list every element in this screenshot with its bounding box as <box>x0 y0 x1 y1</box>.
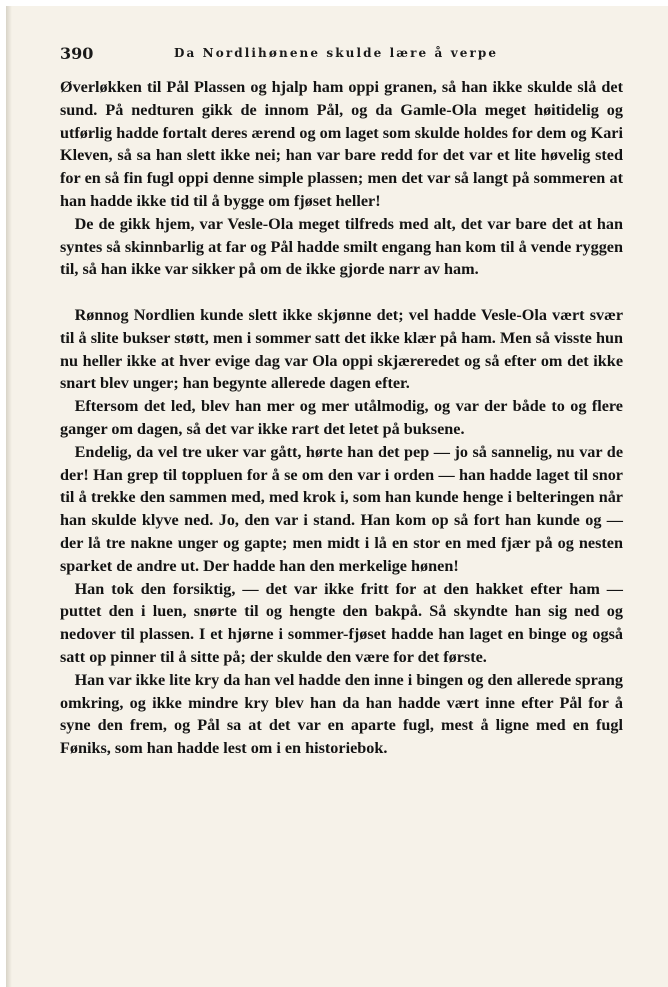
paragraph: Rønnog Nordlien kunde slett ikke skjønne det; vel hadde Vesle-Ola vært svær til å slite bukser støtt, men i sommer satt det ikke klær på ham. Men så visste hun nu heller ikke at hver evige dag var Ola oppi skjæreredet og så efter om det ikke snart blev unger; han begynte allerede dagen efter. <box>60 305 623 393</box>
scan-border-top <box>0 0 668 6</box>
paragraph: Øverløkken til Pål Plassen og hjalp ham oppi granen, så han ikke skulde slå det sund. På nedturen gikk de innom Pål, og da Gamle-Ola meget høitidelig og utførlig hadde fortalt deres ærend og om laget som skulde holdes for dem og Kari Kleven, så sa han slett ikke nei; han var bare redd for det var et lite høvelig sted for en så fin fugl oppi denne simple plassen; men det var så langt på sommeren at han hadde ikke tid til å bygge om fjøset heller! <box>60 78 623 210</box>
page-number: 390 <box>60 44 94 63</box>
paragraph: Han var ikke lite kry da han vel hadde den inne i bingen og den allerede sprang omkring, og ikke mindre kry blev han da han hadde vært inne efter Pål for å syne den frem, og Pål sa at det var en aparte fugl, mest å ligne med en fugl Føniks, som han hadde lest om i en historiebok. <box>60 670 623 758</box>
running-title: Da Nordlihønene skulde lære å verpe <box>174 46 499 60</box>
paragraph: Han tok den forsiktig, — det var ikke fritt for at den hakket efter ham — puttet den i luen, snørte til og hengte den bakpå. Så skyndte han sig ned og nedover til plassen. I et hjørne i sommer-fjøset hadde han laget en binge og også satt op pinner til å sitte på; der skulde den være for det første. <box>60 579 623 666</box>
body-text <box>60 76 623 760</box>
running-header <box>60 44 620 66</box>
paragraph: De de gikk hjem, var Vesle-Ola meget tilfreds med alt, det var bare det at han syntes så skinnbarlig at far og Pål hadde smilt engang han kom til å vende ryggen til, så han ikke var sikker på om de ikke gjorde narr av ham. <box>60 214 623 279</box>
paragraph: Endelig, da vel tre uker var gått, hørte han det pep — jo så sannelig, nu var de der! Han grep til toppluen for å se om den var i orden — han hadde laget til snor til å trekke den sammen med, med krok i, som han kunde henge i belteringen når han skulde klyve ned. Jo, den var i stand. Han kom op så fort han kunde og — der lå tre nakne unger og gapte; men midt i lå en stor en med fjær på og nesten sparket de andre ut. Der hadde han den merkelige hønen! <box>60 442 623 575</box>
paragraph: Eftersom det led, blev han mer og mer utålmodig, og var der både to og flere ganger om dagen, så det var ikke rart det letet på buksene. <box>60 397 623 438</box>
page-edge-shadow <box>6 6 12 987</box>
